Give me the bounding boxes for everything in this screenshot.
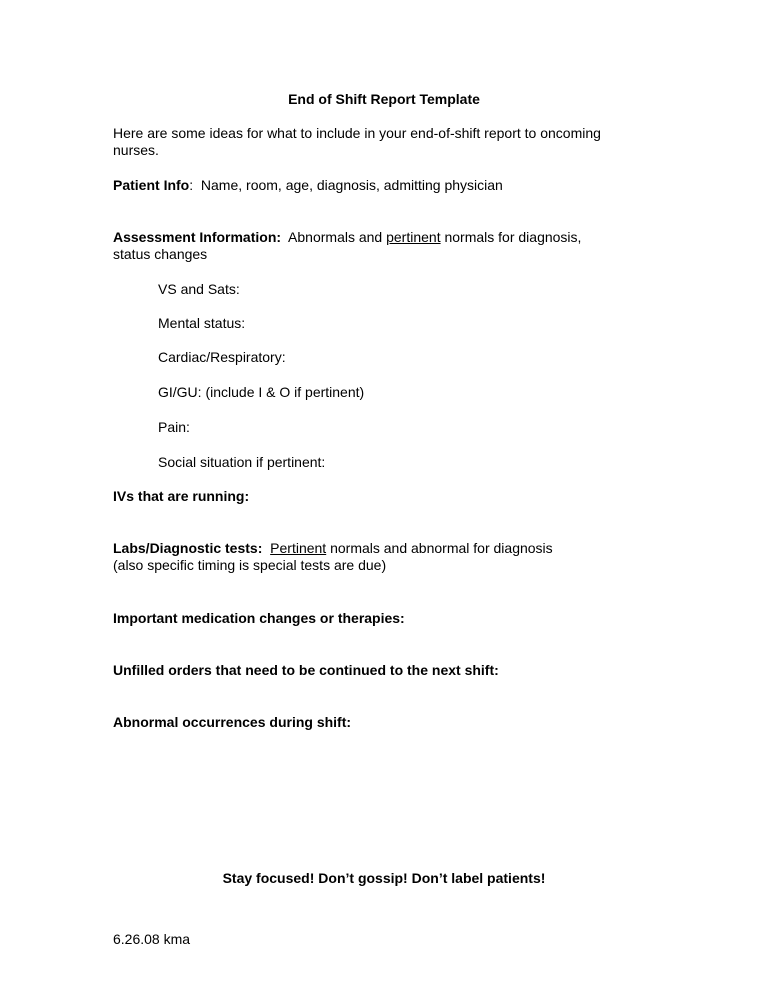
assessment-line-2: status changes	[113, 246, 208, 262]
assessment-text-post: normals for diagnosis,	[440, 229, 582, 245]
assessment-item: Cardiac/Respiratory:	[158, 349, 286, 365]
assessment-text-pre: Abnormals and	[281, 229, 387, 245]
assessment-item: Mental status:	[158, 315, 246, 331]
labs-text-post: normals and abnormal for diagnosis	[326, 540, 553, 556]
labs-label: Labs/Diagnostic tests:	[113, 540, 263, 556]
signature-date: 6.26.08 kma	[113, 931, 191, 947]
assessment-item: Social situation if pertinent:	[158, 454, 326, 470]
assessment-item: VS and Sats:	[158, 281, 240, 297]
assessment-section	[113, 229, 581, 246]
document-title: End of Shift Report Template	[288, 91, 480, 107]
assessment-text-underlined: pertinent	[386, 229, 441, 245]
abnormal-occurrences-label: Abnormal occurrences during shift:	[113, 714, 352, 730]
labs-text-underlined: Pertinent	[270, 540, 327, 556]
labs-line-2: (also specific timing is special tests are due)	[113, 557, 387, 573]
assessment-label: Assessment Information:	[113, 229, 282, 245]
assessment-item: GI/GU: (include I & O if pertinent)	[158, 384, 365, 400]
intro-line-2: nurses.	[113, 142, 159, 158]
medication-label: Important medication changes or therapies:	[113, 610, 405, 626]
patient-info-colon: :	[189, 177, 201, 193]
patient-info-section	[113, 177, 503, 194]
labs-text-pre	[262, 540, 270, 556]
closing-message: Stay focused! Don’t gossip! Don’t label patients!	[222, 870, 546, 886]
labs-section	[113, 540, 553, 557]
ivs-label: IVs that are running:	[113, 488, 250, 504]
patient-info-text: Name, room, age, diagnosis, admitting physician	[200, 177, 503, 193]
intro-line-1: Here are some ideas for what to include in your end-of-shift report to oncoming	[113, 125, 601, 141]
patient-info-label: Patient Info	[113, 177, 190, 193]
unfilled-orders-label: Unfilled orders that need to be continued to the next shift:	[113, 662, 499, 678]
assessment-item: Pain:	[158, 419, 190, 435]
